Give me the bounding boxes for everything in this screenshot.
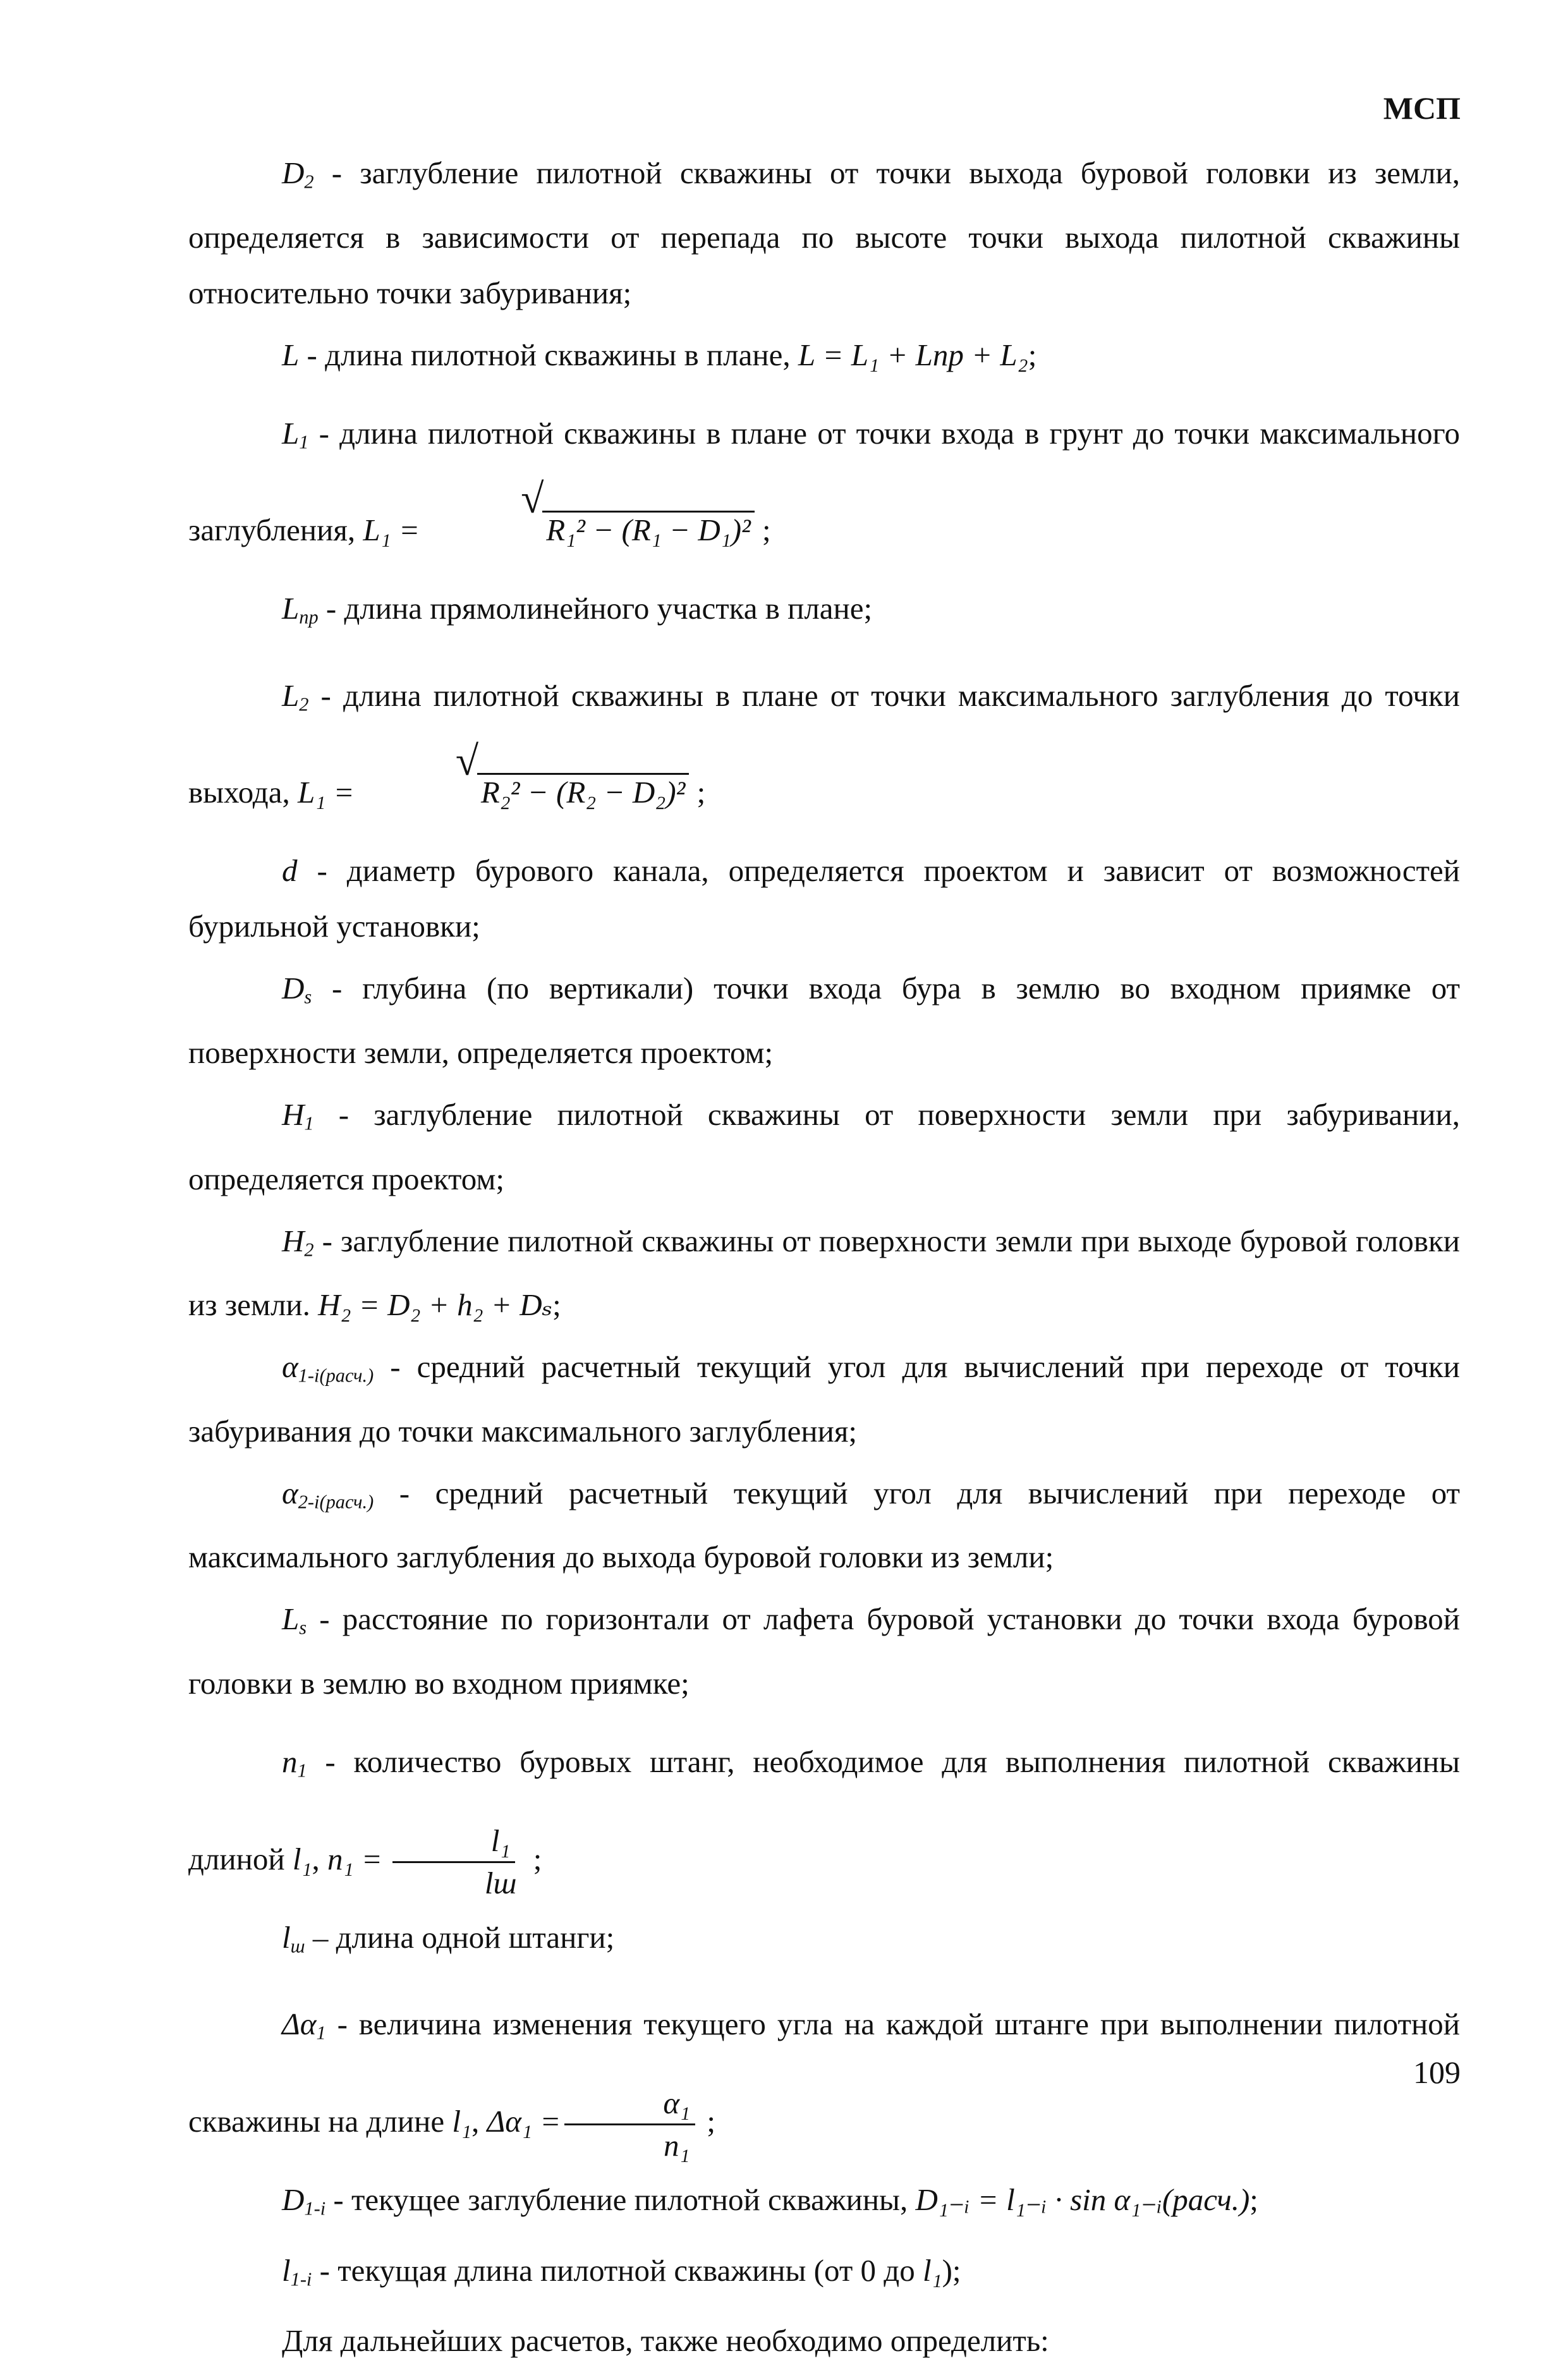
paragraph-ds: $D_s$ - глубина (по вертикали) точки входа бура в землю во входном приямке от поверхности земли, определяется проектом; [188, 971, 1460, 1070]
formula-h2: H₂ = D₂ + h₂ + Dₛ [318, 1287, 553, 1323]
paragraph-h2: $H_2$ - заглубление пилотной скважины от поверхности земли при выходе буровой головки из земли. H₂ = D₂ + h₂ + Dₛ; [188, 1223, 1460, 1323]
formula-l1-symbol-2: l₁ [452, 2103, 471, 2139]
paragraph-l1: $L_1$ - длина пилотной скважины в плане от точки входа в грунт до точки максимального заглубления, L₁ = √ R₁² − (R₁ − D₁)² ; [188, 415, 1460, 548]
symbol-lpr: $L_{пр}$ [282, 591, 319, 628]
paragraph-final: Для дальнейших расчетов, также необходимо определить: [282, 2323, 1049, 2359]
paragraph-d1i: $D_{1-i}$ - текущее заглубление пилотной скважины, D₁₋ᵢ = l₁₋ᵢ · sin α₁₋ᵢ(расч.); [282, 2182, 1258, 2220]
formula-l1-symbol: l₁ [292, 1841, 312, 1876]
paragraph-l2: $L_2$ - длина пилотной скважины в плане от точки максимального заглубления до точки выхода, L₁ = √ R₂² − (R₂ − D₂)² ; [188, 677, 1460, 810]
paragraph-l1i: $l_{1-i}$ - текущая длина пилотной скважины (от 0 до l₁); [282, 2252, 961, 2290]
paragraph-d2: $D_2$ - заглубление пилотной скважины от точки выхода буровой головки из земли, определяется в зависимости от перепада по высоте точки выхода пилотной скважины относительно точки забуривания; [188, 155, 1460, 310]
paragraph-alpha2: $\alpha_{2-i(расч.)}$ - средний расчетный текущий угол для вычислений при переходе от максимального заглубления до выхода буровой головки из земли; [188, 1475, 1460, 1575]
formula-l1: L₁ = √ R₁² − (R₁ − D₁)² [363, 513, 754, 547]
paragraph-lpr: $L_{пр}$ - длина прямолинейного участка в плане; [282, 591, 873, 628]
symbol-h2: $H_2$ [282, 1223, 314, 1261]
paragraph-delta-alpha1: $\Delta\alpha_1$ - величина изменения текущего угла на каждой штанге при выполнении пилотной скважины на длине l₁, Δα₁ = $\frac{\text{α₁}}{\text{n₁}}$ ; [188, 2007, 1460, 2163]
symbol-l2: $L_2$ [282, 677, 309, 715]
symbol-ls: $L_s$ [282, 1601, 307, 1639]
symbol-l1i: $l_{1-i}$ [282, 2252, 312, 2290]
formula-delta-alpha1: Δα₁ = $\frac{\text{α₁}}{\text{n₁}}$ [487, 2104, 699, 2139]
formula-d1i: D₁₋ᵢ = l₁₋ᵢ · sin α₁₋ᵢ(расч.) [915, 2182, 1250, 2218]
paragraph-ls: $L_s$ - расстояние по горизонтали от лафета буровой установки до точки входа буровой головки в землю во входном приямке; [188, 1601, 1460, 1701]
paragraph-d: d - диаметр бурового канала, определяется проектом и зависит от возможностей бурильной установки; [188, 853, 1460, 944]
symbol-lsh: $l_ш$ [282, 1919, 305, 1957]
paragraph-alpha1: $\alpha_{1-i(расч.)}$ - средний расчетный текущий угол для вычислений при переходе от точки забуривания до точки максимального заглубления; [188, 1349, 1460, 1449]
formula-l2: L₁ = √ R₂² − (R₂ − D₂)² [298, 775, 689, 810]
formula-l1-symbol-3: l₁ [922, 2252, 942, 2288]
formula-n1: n₁ = $\frac{\text{l₁}}{lш}$ [327, 1842, 525, 1876]
symbol-d2: $D_2$ [282, 155, 314, 193]
document-header-code: МСП [1383, 90, 1461, 126]
page-number: 109 [1413, 2055, 1461, 2090]
symbol-ds: $D_s$ [282, 971, 312, 1008]
symbol-l: L [282, 337, 300, 372]
symbol-d: d [282, 853, 298, 889]
formula-l-sum: L = L₁ + Lпр + L₂ [798, 337, 1028, 372]
symbol-l1: $L_1$ [282, 415, 309, 453]
symbol-delta-alpha1: $\Delta\alpha_1$ [282, 2007, 326, 2044]
symbol-d1i: $D_{1-i}$ [282, 2182, 326, 2220]
symbol-h1: $H_1$ [282, 1096, 314, 1134]
paragraph-lsh: $l_ш$ – длина одной штанги; [282, 1919, 615, 1957]
paragraph-n1: $n_1$ - количество буровых штанг, необходимое для выполнения пилотной скважины длиной l₁, n₁ = $\frac{\text{l₁}}{lш}$ ; [188, 1744, 1460, 1900]
symbol-alpha2: $\alpha_{2-i(расч.)}$ [282, 1475, 374, 1513]
symbol-alpha1: $\alpha_{1-i(расч.)}$ [282, 1349, 374, 1387]
paragraph-l: L - длина пилотной скважины в плане, L = L₁ + Lпр + L₂; [282, 337, 1037, 372]
symbol-n1: $n_1$ [282, 1744, 307, 1782]
body-text [188, 145, 1460, 2375]
paragraph-h1: $H_1$ - заглубление пилотной скважины от поверхности земли при забуривании, определяется проектом; [188, 1096, 1460, 1196]
